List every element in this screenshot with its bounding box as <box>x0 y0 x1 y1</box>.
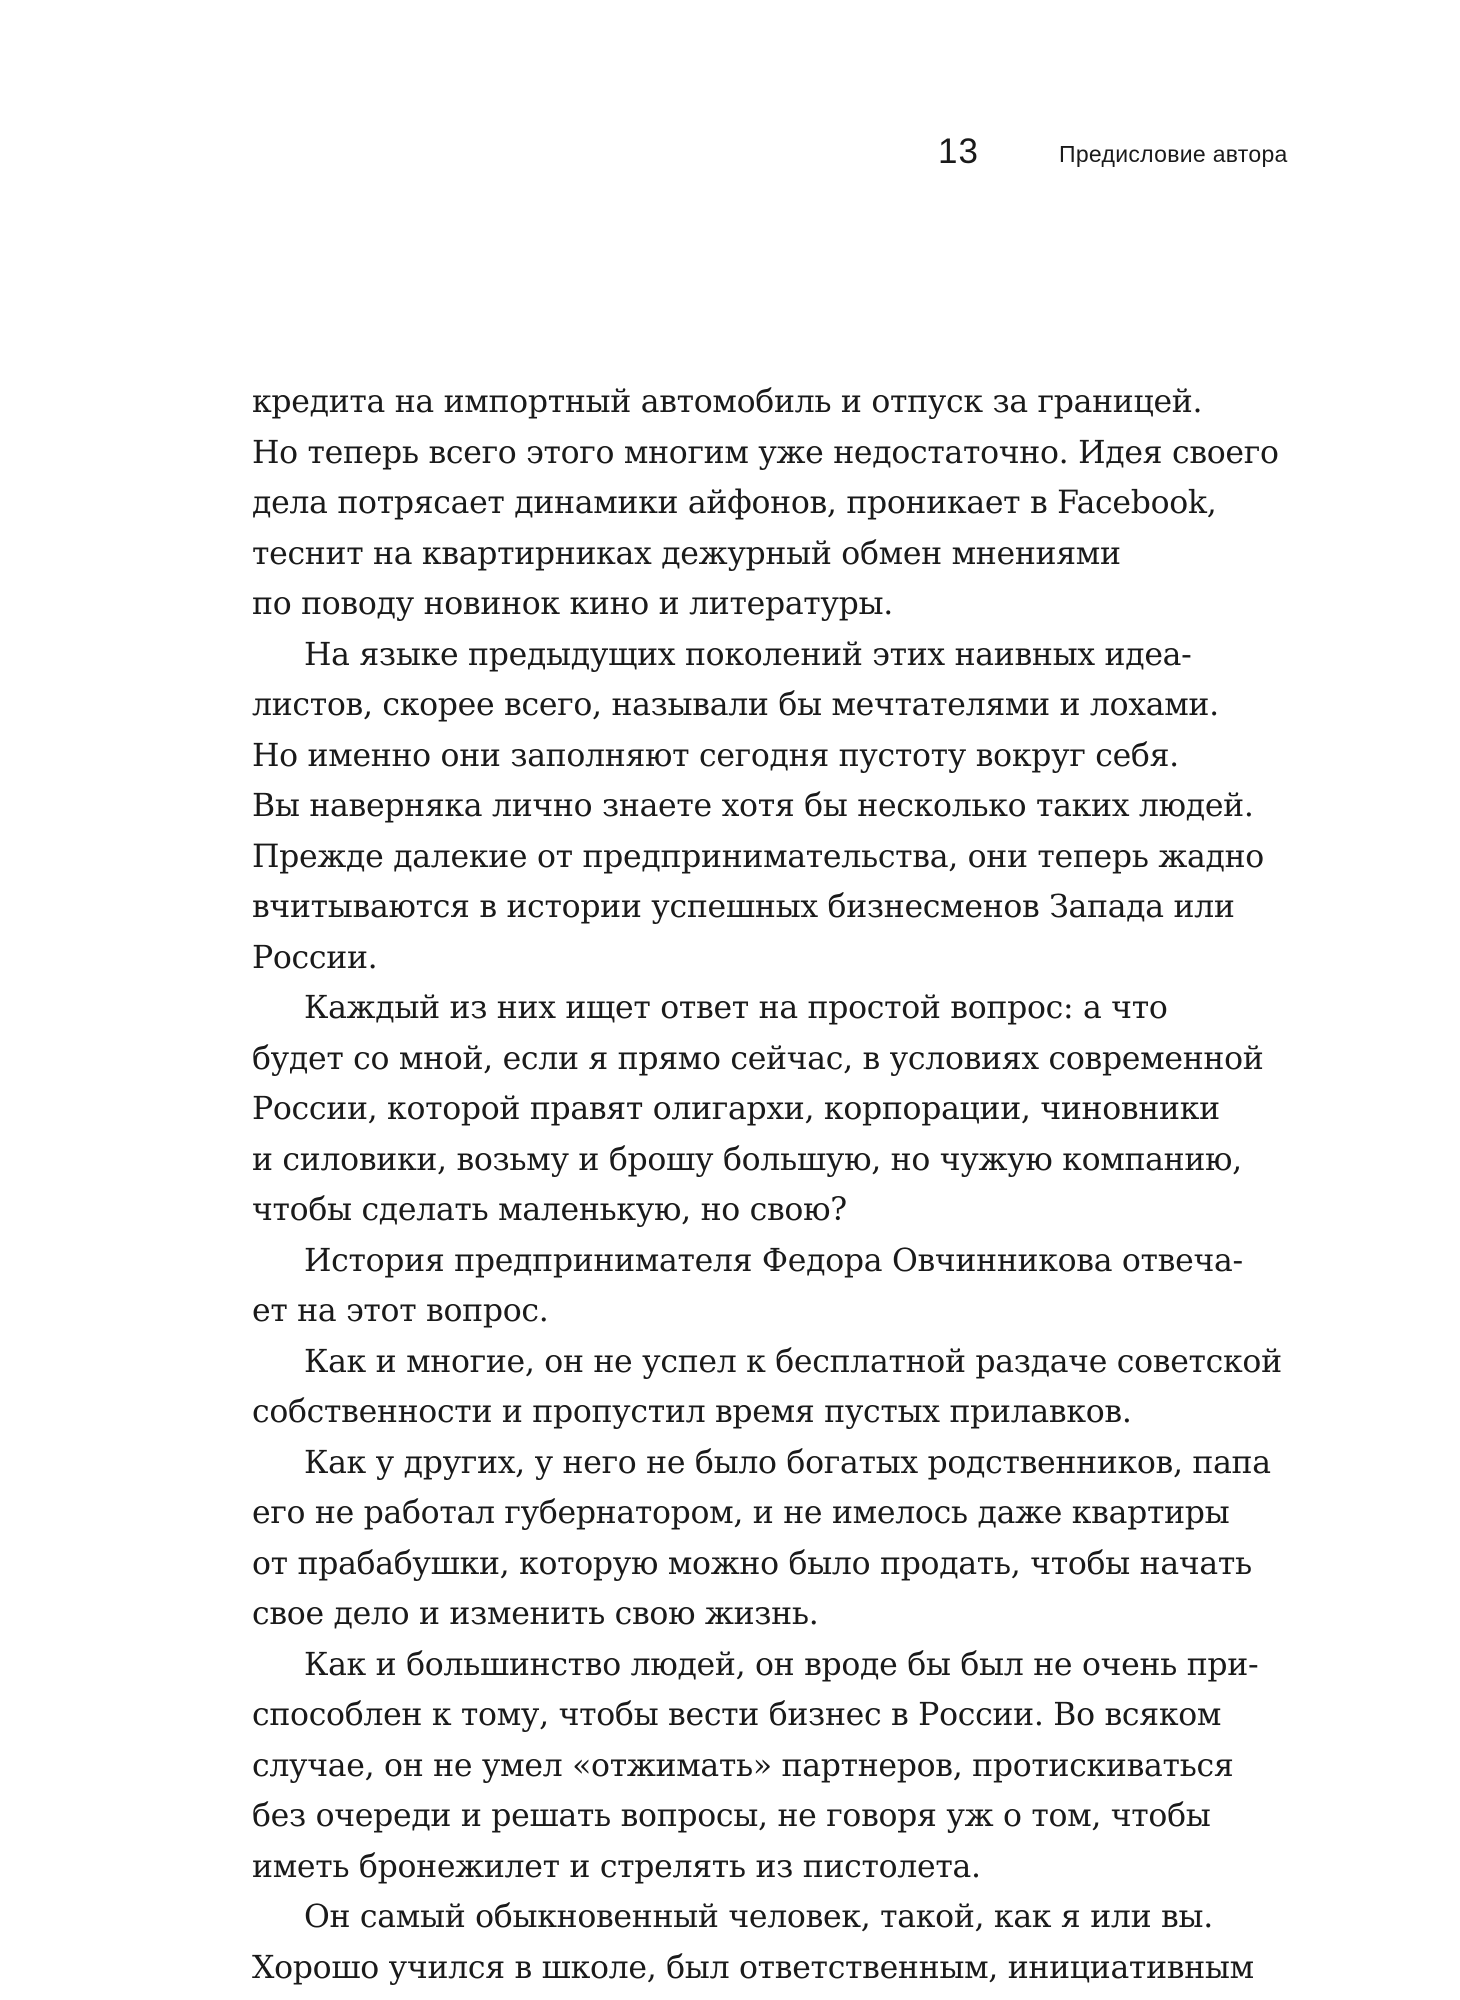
paragraph-first-line: Каждый из них ищет ответ на простой вопрос: а что <box>304 990 1168 1026</box>
paragraph-first-line: История предпринимателя Федора Овчинникова отвеча- <box>304 1242 1243 1279</box>
text-line: иметь бронежилет и стрелять из пистолета. <box>252 1848 981 1885</box>
text-line: от прабабушки, которую можно было продать, чтобы начать <box>252 1545 1252 1582</box>
text-line: кредита на импортный автомобиль и отпуск за границей. <box>252 384 1203 420</box>
paragraph-first-line: На языке предыдущих поколений этих наивных идеа- <box>304 636 1192 673</box>
text-line: будет со мной, если я прямо сейчас, в условиях современной <box>252 1040 1264 1077</box>
text-line: Хорошо учился в школе, был ответственным, инициативным <box>252 1949 1254 1986</box>
text-line: чтобы сделать маленькую, но свою? <box>252 1192 847 1228</box>
body-text <box>252 377 1312 1993</box>
text-line: листов, скорее всего, называли бы мечтателями и лохами. <box>252 687 1219 723</box>
text-line: Вы наверняка лично знаете хотя бы несколько таких людей. <box>252 788 1254 824</box>
text-line: Но именно они заполняют сегодня пустоту вокруг себя. <box>252 737 1179 774</box>
text-line: способлен к тому, чтобы вести бизнес в России. Во всяком <box>252 1697 1222 1733</box>
text-line: России. <box>252 939 378 976</box>
text-line: случае, он не умел «отжимать» партнеров, протискиваться <box>252 1747 1234 1784</box>
paragraph-first-line: Он самый обыкновенный человек, такой, как я или вы. <box>304 1899 1213 1935</box>
page-number: 13 <box>938 132 979 171</box>
text-line: собственности и пропустил время пустых прилавков. <box>252 1394 1132 1430</box>
running-title: Предисловие автора <box>1059 141 1288 167</box>
text-line: по поводу новинок кино и литературы. <box>252 586 894 622</box>
text-line: его не работал губернатором, и не имелось даже квартиры <box>252 1495 1230 1531</box>
running-header <box>0 128 1460 178</box>
text-line: теснит на квартирниках дежурный обмен мнениями <box>252 535 1121 572</box>
paragraph-first-line: Как у других, у него не было богатых родственников, папа <box>304 1444 1271 1481</box>
text-line: России, которой правят олигархи, корпорации, чиновники <box>252 1091 1220 1127</box>
text-line: ет на этот вопрос. <box>252 1293 549 1329</box>
text-line: Прежде далекие от предпринимательства, они теперь жадно <box>252 838 1264 875</box>
text-line: дела потрясает динамики айфонов, проникает в Facebook, <box>252 485 1217 521</box>
paragraph-first-line: Как и большинство людей, он вроде бы был не очень при- <box>304 1646 1259 1683</box>
text-line: вчитываются в истории успешных бизнесменов Запада или <box>252 889 1235 925</box>
text-line: и силовики, возьму и брошу большую, но чужую компанию, <box>252 1141 1242 1178</box>
text-line: Но теперь всего этого многим уже недостаточно. Идея своего <box>252 434 1279 471</box>
text-line: свое дело и изменить свою жизнь. <box>252 1596 819 1632</box>
paragraph-first-line: Как и многие, он не успел к бесплатной раздаче советской <box>304 1343 1282 1380</box>
text-line: без очереди и решать вопросы, не говоря уж о том, чтобы <box>252 1798 1211 1834</box>
